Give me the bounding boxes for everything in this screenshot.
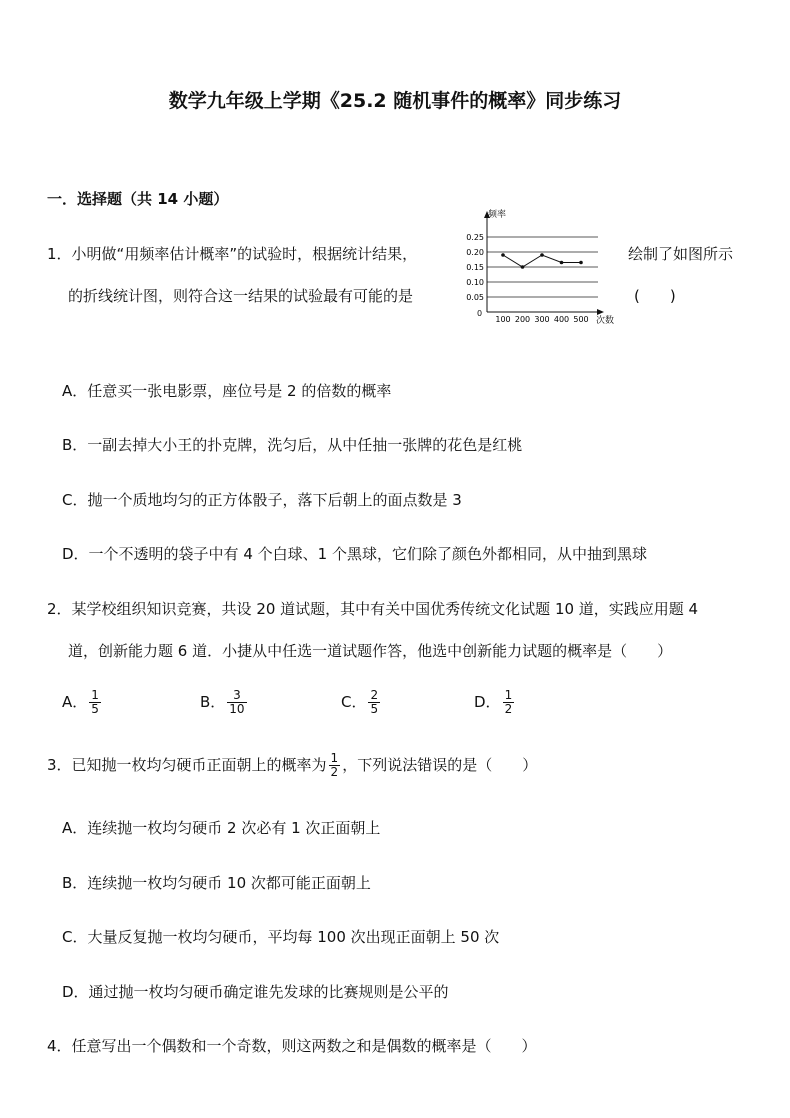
fraction-numerator: 3 xyxy=(227,689,246,703)
q2-option-a xyxy=(62,689,103,716)
y-tick-label: 0.20 xyxy=(466,248,484,257)
fraction-numerator: 1 xyxy=(330,751,339,765)
q1-option-b: B．一副去掉大小王的扑克牌，洗匀后，从中任抽一张牌的花色是红桃 xyxy=(62,436,523,454)
q2-option-d-fraction xyxy=(503,689,515,716)
page-title: 数学九年级上学期《25.2 随机事件的概率》同步练习 xyxy=(168,90,622,112)
x-tick-label: 300 xyxy=(534,315,550,324)
fraction-numerator: 1 xyxy=(504,688,513,702)
data-point xyxy=(579,261,583,265)
q2-option-b xyxy=(200,689,249,716)
data-point xyxy=(521,265,525,269)
q1-stem-part3: 的折线统计图，则符合这一结果的试验最有可能的是 xyxy=(68,287,414,305)
q2-option-d-label: D． xyxy=(474,693,501,711)
x-tick-label: 500 xyxy=(573,315,589,324)
fraction-denominator: 5 xyxy=(370,702,379,716)
q2-option-c-label: C． xyxy=(341,693,367,711)
q3-stem-post: ，下列说法错误的是（ ） xyxy=(342,756,538,774)
fraction-numerator: 2 xyxy=(370,688,379,702)
fraction-denominator: 10 xyxy=(229,702,245,716)
chart-grid xyxy=(487,237,598,297)
x-axis-label: 次数 xyxy=(596,316,615,326)
q2-option-b-fraction xyxy=(227,689,246,716)
q1-answer-paren: ( ) xyxy=(634,287,676,305)
fraction-denominator: 2 xyxy=(504,702,513,716)
q2-option-b-label: B． xyxy=(200,693,226,711)
y-tick-label: 0.15 xyxy=(466,263,484,272)
q1-stem-part1: 1．小明做“用频率估计概率”的试验时，根据统计结果， xyxy=(47,245,418,263)
y-tick-label: 0.10 xyxy=(466,278,484,287)
q2-option-c xyxy=(341,689,382,716)
q1-option-a: A．任意买一张电影票，座位号是 2 的倍数的概率 xyxy=(62,382,392,400)
section-heading: 一．选择题（共 14 小题） xyxy=(47,190,229,208)
q2-option-a-label: A． xyxy=(62,693,88,711)
y-tick-labels xyxy=(466,233,484,302)
x-tick-labels xyxy=(495,315,588,324)
q3-stem-fraction xyxy=(329,752,341,779)
q3-option-a: A．连续抛一枚均匀硬币 2 次必有 1 次正面朝上 xyxy=(62,819,381,837)
q3-option-c: C．大量反复抛一枚均匀硬币，平均每 100 次出现正面朝上 50 次 xyxy=(62,928,500,946)
q3-option-b: B．连续抛一枚均匀硬币 10 次都可能正面朝上 xyxy=(62,874,371,892)
y-tick-label: 0.05 xyxy=(466,293,484,302)
y-tick-label: 0.25 xyxy=(466,233,484,242)
data-point xyxy=(560,261,564,265)
q3-stem xyxy=(47,752,537,779)
data-point xyxy=(540,253,544,257)
data-point xyxy=(501,253,505,257)
y-axis-label: 频率 xyxy=(488,210,507,220)
fraction-denominator: 2 xyxy=(330,765,339,779)
fraction-denominator: 5 xyxy=(91,702,99,716)
x-tick-label: 200 xyxy=(514,315,531,324)
q2-stem-line1: 2．某学校组织知识竞赛，共设 20 道试题，其中有关中国优秀传统文化试题 10 道，实践应用题 4 xyxy=(47,600,699,618)
q2-option-c-fraction xyxy=(368,689,380,716)
q2-option-d xyxy=(474,689,516,716)
q2-option-a-fraction xyxy=(89,689,101,716)
q3-option-d: D．通过抛一枚均匀硬币确定谁先发球的比赛规则是公平的 xyxy=(62,983,449,1001)
q1-stem-part2: 绘制了如图所示 xyxy=(628,245,734,263)
x-axis-arrow xyxy=(597,309,604,315)
q2-stem-line2: 道，创新能力题 6 道．小捷从中任选一道试题作答，他选中创新能力试题的概率是（ ） xyxy=(68,642,673,660)
x-tick-label: 100 xyxy=(495,315,511,324)
q1-option-c: C．抛一个质地均匀的正方体骰子，落下后朝上的面点数是 3 xyxy=(62,491,462,509)
q3-stem-pre: 3．已知抛一枚均匀硬币正面朝上的概率为 xyxy=(47,756,327,774)
x-tick-label: 400 xyxy=(553,315,570,324)
q1-option-d: D．一个不透明的袋子中有 4 个白球、1 个黑球，它们除了颜色外都相同，从中抽到黑球 xyxy=(62,545,647,563)
frequency-line-chart xyxy=(455,205,625,330)
fraction-numerator: 1 xyxy=(91,688,99,702)
origin-label: 0 xyxy=(477,309,483,318)
q4-stem: 4．任意写出一个偶数和一个奇数，则这两数之和是偶数的概率是（ ） xyxy=(47,1037,537,1055)
